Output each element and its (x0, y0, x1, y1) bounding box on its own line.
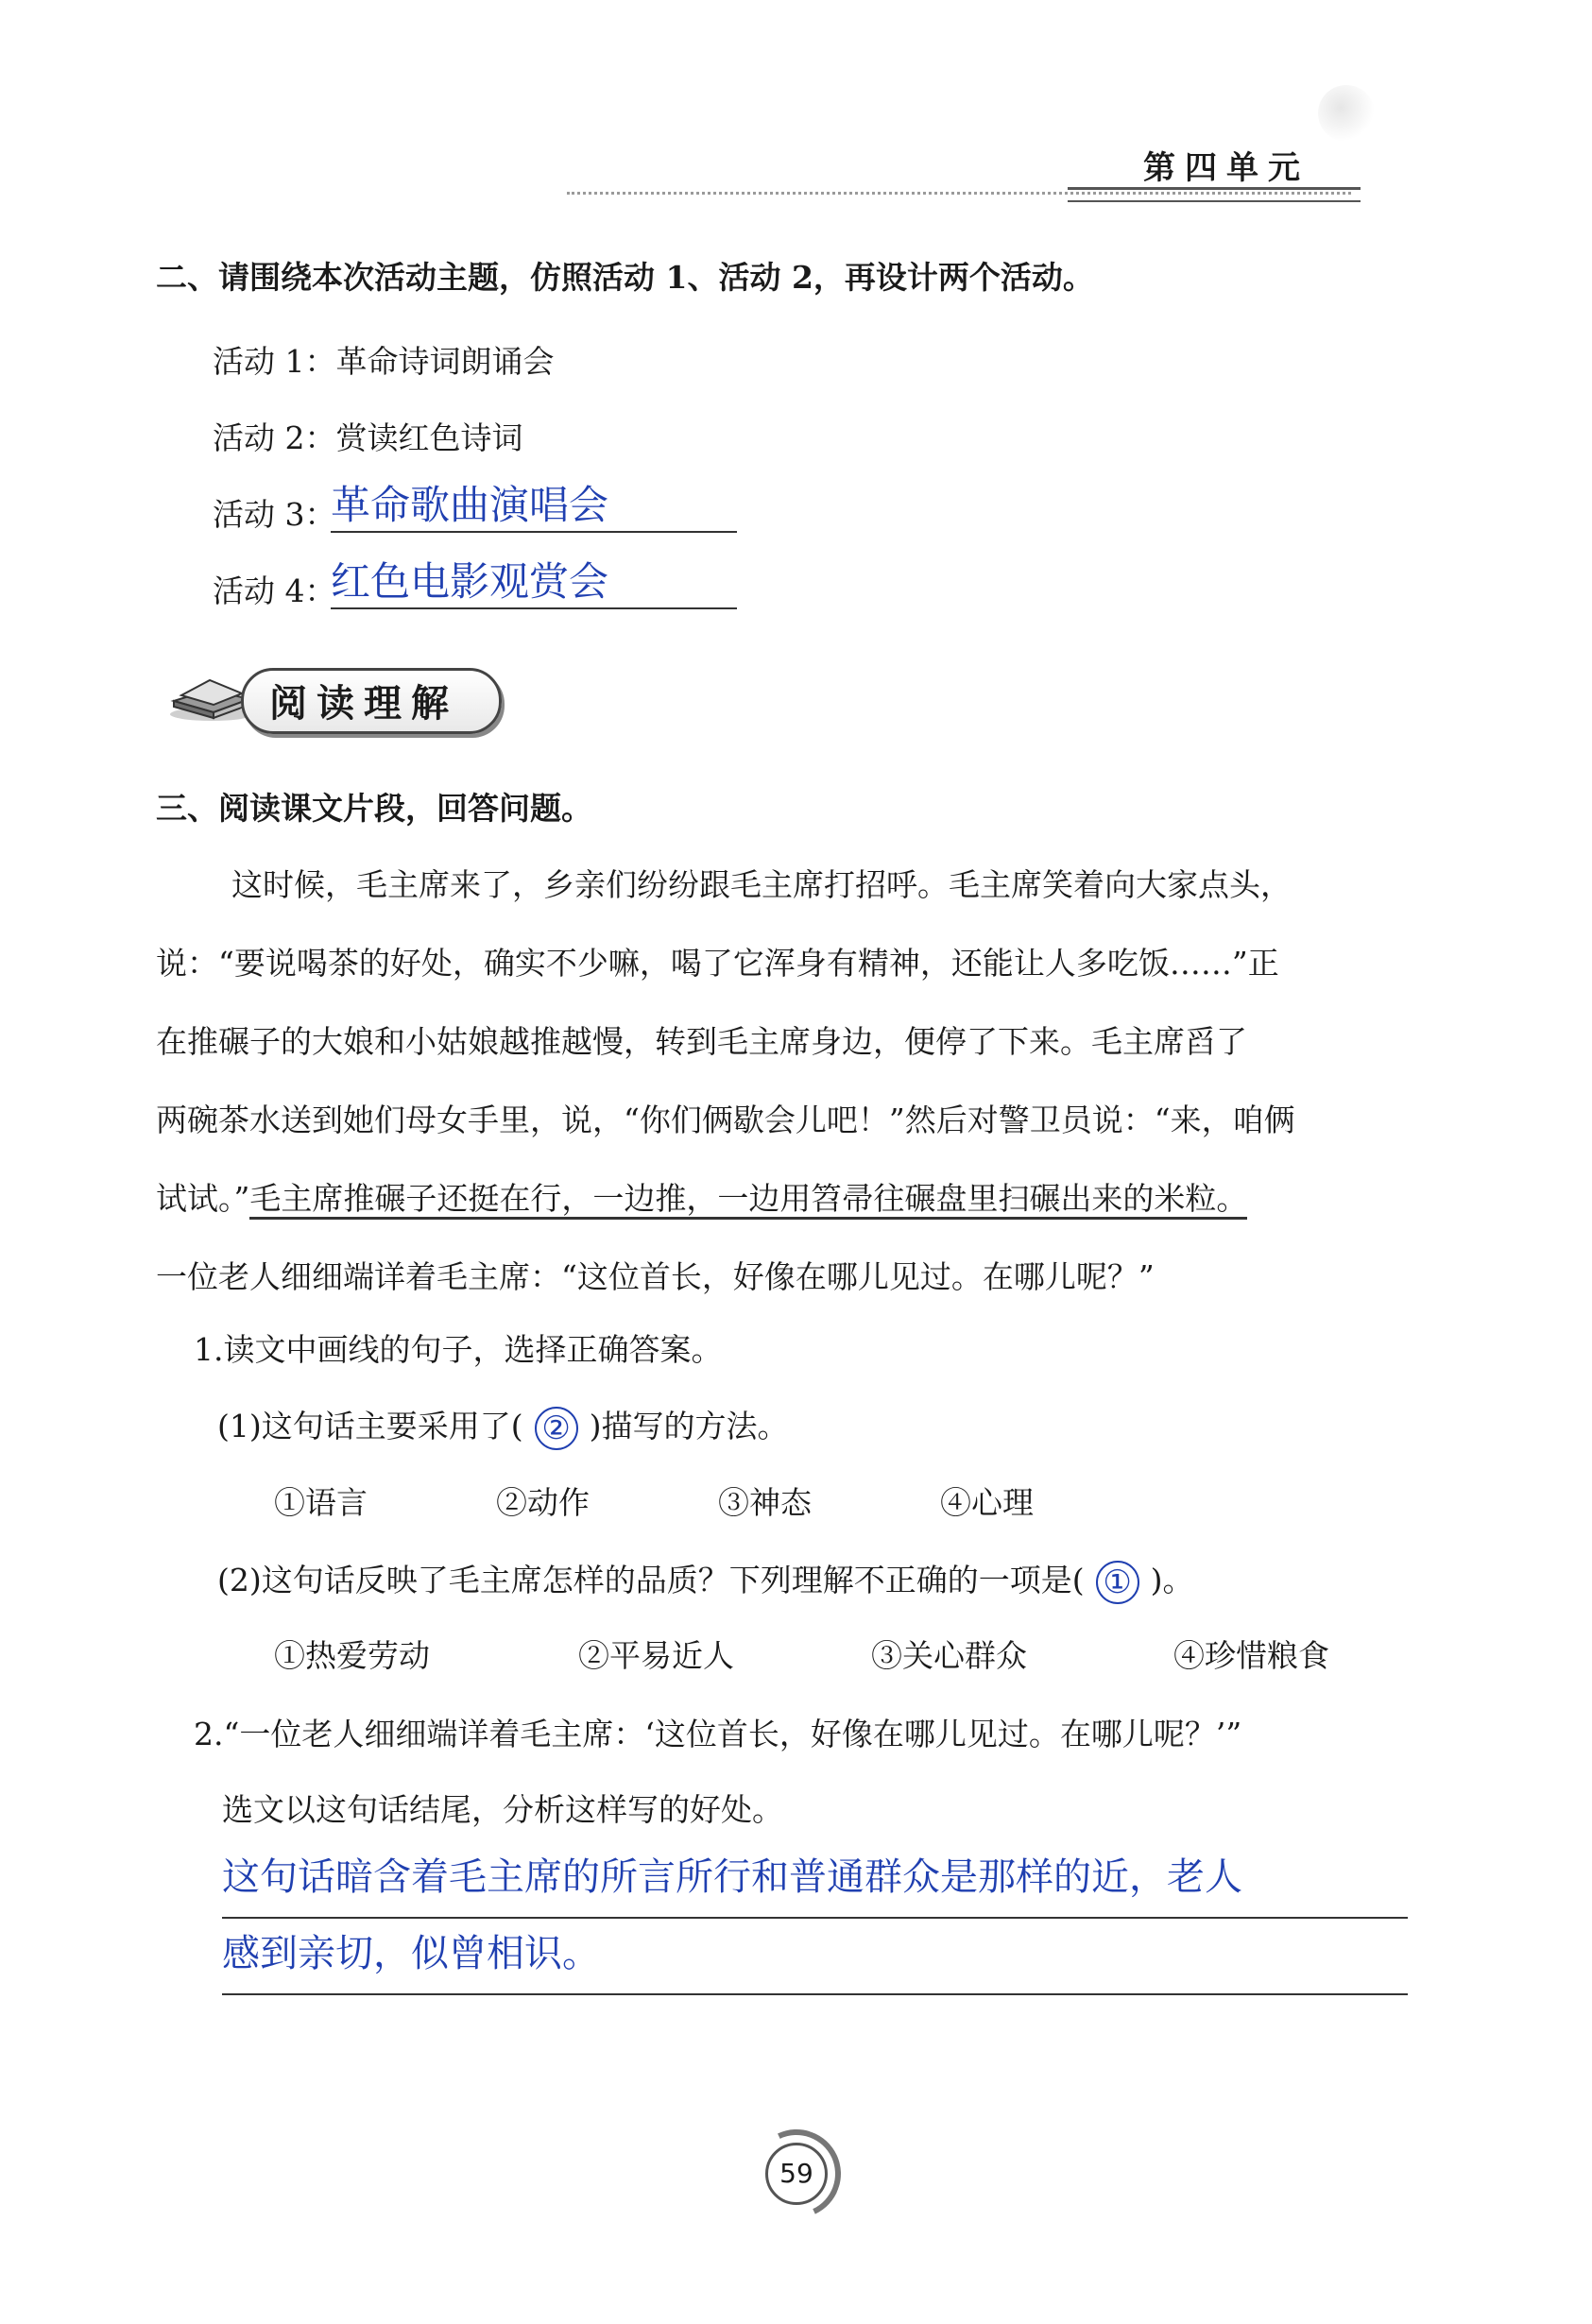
activity-2-label: 活动 2： (213, 419, 336, 456)
activity-4-label: 活动 4： (213, 572, 336, 609)
underlined-sentence: 毛主席推碾子还挺在行，一边推，一边用笤帚往碾盘里扫碾出来的米粒。 (249, 1180, 1247, 1220)
option: ②动作 (496, 1484, 590, 1521)
activity-1 (213, 337, 555, 382)
passage-line (156, 1159, 1422, 1238)
question-1-1-options (274, 1478, 1034, 1523)
passage-text: 试试。” (156, 1180, 250, 1217)
passage-line: 一位老人细细端详着毛主席：“这位首长，好像在哪儿见过。在哪儿呢？” (156, 1258, 1155, 1295)
question-1-1-answer[interactable]: ② (535, 1407, 578, 1450)
question-2-answer-line-1: 这句话暗含着毛主席的所言所行和普通群众是那样的近，老人 (222, 1855, 1242, 1899)
section3-title: 三、阅读课文片段，回答问题。 (156, 790, 592, 827)
question-2-answer-line-2: 感到亲切，似曾相识。 (222, 1932, 600, 1975)
question-1: 1.读文中画线的句子，选择正确答案。 (194, 1331, 723, 1368)
question-1-2-options (274, 1632, 1329, 1676)
answer-line-1[interactable] (222, 1847, 1408, 1919)
passage-line: 两碗茶水送到她们母女手里，说，“你们俩歇会儿吧！”然后对警卫员说：“来，咱俩 (156, 1102, 1295, 1138)
passage-line: 这时候，毛主席来了，乡亲们纷纷跟毛主席打招呼。毛主席笑着向大家点头， (231, 866, 1292, 903)
answer-line-2[interactable] (222, 1923, 1408, 1995)
page-number: 59 (765, 2143, 828, 2205)
option: ①语言 (274, 1484, 368, 1521)
question-1-1-text-end: )描写的方法。 (589, 1408, 789, 1444)
passage-line: 在推碾子的大娘和小姑娘越推越慢，转到毛主席身边，便停了下来。毛主席舀了 (156, 1023, 1247, 1060)
activity-2-text: 赏读红色诗词 (335, 419, 523, 456)
section2-title: 二、请围绕本次活动主题，仿照活动 1、活动 2，再设计两个活动。 (156, 259, 1094, 296)
unit-title: 第四单元 (1143, 149, 1310, 187)
activity-3-label: 活动 3： (213, 496, 336, 533)
option: ③关心群众 (871, 1637, 1027, 1674)
activity-1-label: 活动 1： (213, 343, 336, 380)
passage (156, 846, 1422, 1316)
activity-3-answer: 革命歌曲演唱会 (331, 482, 609, 528)
header-rule-thin (1068, 200, 1361, 202)
option: ④心理 (940, 1484, 1034, 1521)
question-1-2 (217, 1556, 1194, 1604)
activity-2 (213, 414, 523, 458)
question-1-1 (217, 1402, 789, 1450)
question-1-2-text-end: )。 (1150, 1562, 1194, 1598)
passage-line: 说：“要说喝茶的好处，确实不少嘛，喝了它浑身有精神，还能让人多吃饭……”正 (156, 945, 1279, 982)
activity-4-answer-line[interactable] (331, 551, 737, 609)
header-dotted-rule (567, 192, 1351, 195)
activity-3-answer-line[interactable] (331, 474, 737, 533)
question-1-2-text: (2)这句话反映了毛主席怎样的品质？下列理解不正确的一项是( (217, 1562, 1085, 1598)
option: ④珍惜粮食 (1173, 1637, 1329, 1674)
corner-decoration (1318, 85, 1375, 142)
option: ③神态 (718, 1484, 812, 1521)
question-1-2-answer[interactable]: ① (1096, 1561, 1139, 1604)
option: ①热爱劳动 (274, 1637, 430, 1674)
activity-4-answer: 红色电影观赏会 (331, 558, 609, 605)
activity-1-text: 革命诗词朗诵会 (335, 343, 555, 380)
banner-label: 阅读理解 (269, 682, 458, 726)
activity-4 (213, 567, 336, 611)
activity-3 (213, 490, 336, 535)
header-rule (1068, 187, 1361, 190)
question-2-sub: 选文以这句话结尾，分析这样写的好处。 (222, 1791, 783, 1828)
option: ②平易近人 (578, 1637, 734, 1674)
question-1-1-text: (1)这句话主要采用了( (217, 1408, 523, 1444)
question-2: 2.“一位老人细细端详着毛主席：‘这位首长，好像在哪儿见过。在哪儿呢？’” (194, 1716, 1242, 1752)
